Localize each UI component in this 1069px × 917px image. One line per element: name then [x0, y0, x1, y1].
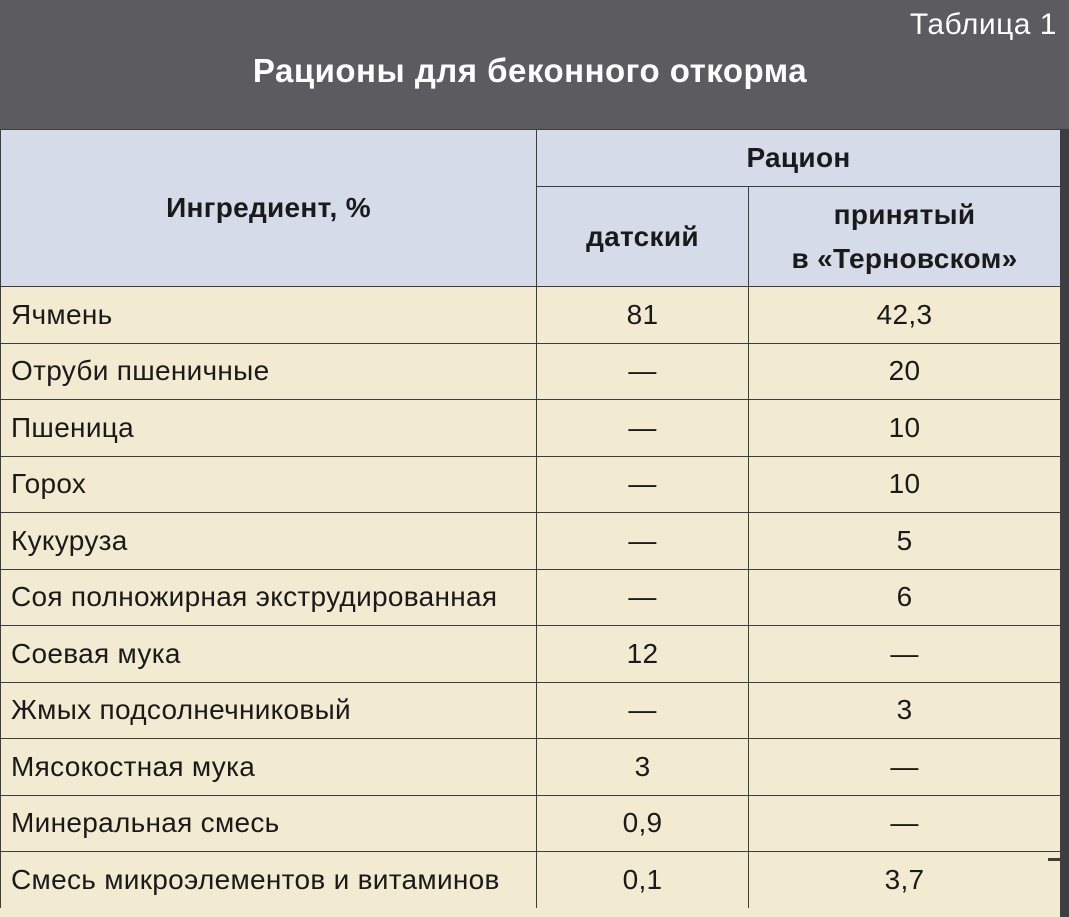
ingredient-name: Жмых подсолнечниковый: [1, 682, 537, 739]
header-ingredient: Ингредиент, %: [1, 130, 537, 287]
table-row: [1, 852, 1061, 908]
ingredient-name: Ячмень: [1, 287, 537, 344]
ingredient-name: Минеральная смесь: [1, 795, 537, 852]
danish-value: —: [537, 513, 749, 570]
header-ration: Рацион: [537, 130, 1061, 187]
header-accepted-line2: в «Терновском»: [791, 242, 1018, 274]
ingredient-name: Кукуруза: [1, 513, 537, 570]
table-row: [1, 513, 1061, 570]
header-accepted: [749, 187, 1061, 287]
table-row: [1, 739, 1061, 796]
accepted-value: 3,7: [749, 852, 1061, 908]
table-row: [1, 287, 1061, 344]
accepted-value: —: [749, 739, 1061, 796]
table-row: [1, 569, 1061, 626]
danish-value: —: [537, 456, 749, 513]
ingredient-name: Отруби пшеничные: [1, 343, 537, 400]
accepted-value: 6: [749, 569, 1061, 626]
table-row: [1, 682, 1061, 739]
table-row: [1, 343, 1061, 400]
danish-value: —: [537, 400, 749, 457]
table-number-label: Таблица 1: [909, 8, 1057, 41]
accepted-value: 10: [749, 400, 1061, 457]
danish-value: 3: [537, 739, 749, 796]
danish-value: 12: [537, 626, 749, 683]
danish-value: —: [537, 682, 749, 739]
danish-value: 81: [537, 287, 749, 344]
accepted-value: —: [749, 626, 1061, 683]
table-row: [1, 456, 1061, 513]
accepted-value: 3: [749, 682, 1061, 739]
ingredient-name: Мясокостная мука: [1, 739, 537, 796]
accepted-value: —: [749, 795, 1061, 852]
danish-value: 0,9: [537, 795, 749, 852]
table-header: [1, 130, 1061, 287]
header-accepted-line1: принятый: [833, 199, 976, 231]
header-row-top: [1, 130, 1061, 187]
ingredient-name: Соя полножирная экструдированная: [1, 569, 537, 626]
table-title: Рационы для беконного откорма: [252, 52, 808, 89]
ingredient-name: Смесь микроэлементов и витаминов: [1, 852, 537, 908]
ingredient-name: Пшеница: [1, 400, 537, 457]
accepted-value: 20: [749, 343, 1061, 400]
ingredient-name: Соевая мука: [1, 626, 537, 683]
accepted-value: 42,3: [749, 287, 1061, 344]
table-body: [1, 287, 1061, 908]
accepted-value: 5: [749, 513, 1061, 570]
table-row: [1, 400, 1061, 457]
accepted-value: 10: [749, 456, 1061, 513]
danish-value: —: [537, 569, 749, 626]
table-row: [1, 795, 1061, 852]
danish-value: 0,1: [537, 852, 749, 908]
table-row: [1, 626, 1061, 683]
header-danish: датский: [537, 187, 749, 287]
danish-value: —: [537, 343, 749, 400]
page-edge-shadow: [1060, 129, 1069, 917]
ration-table: [0, 129, 1061, 908]
ingredient-name: Горох: [1, 456, 537, 513]
edge-tick-mark: [1048, 858, 1060, 861]
